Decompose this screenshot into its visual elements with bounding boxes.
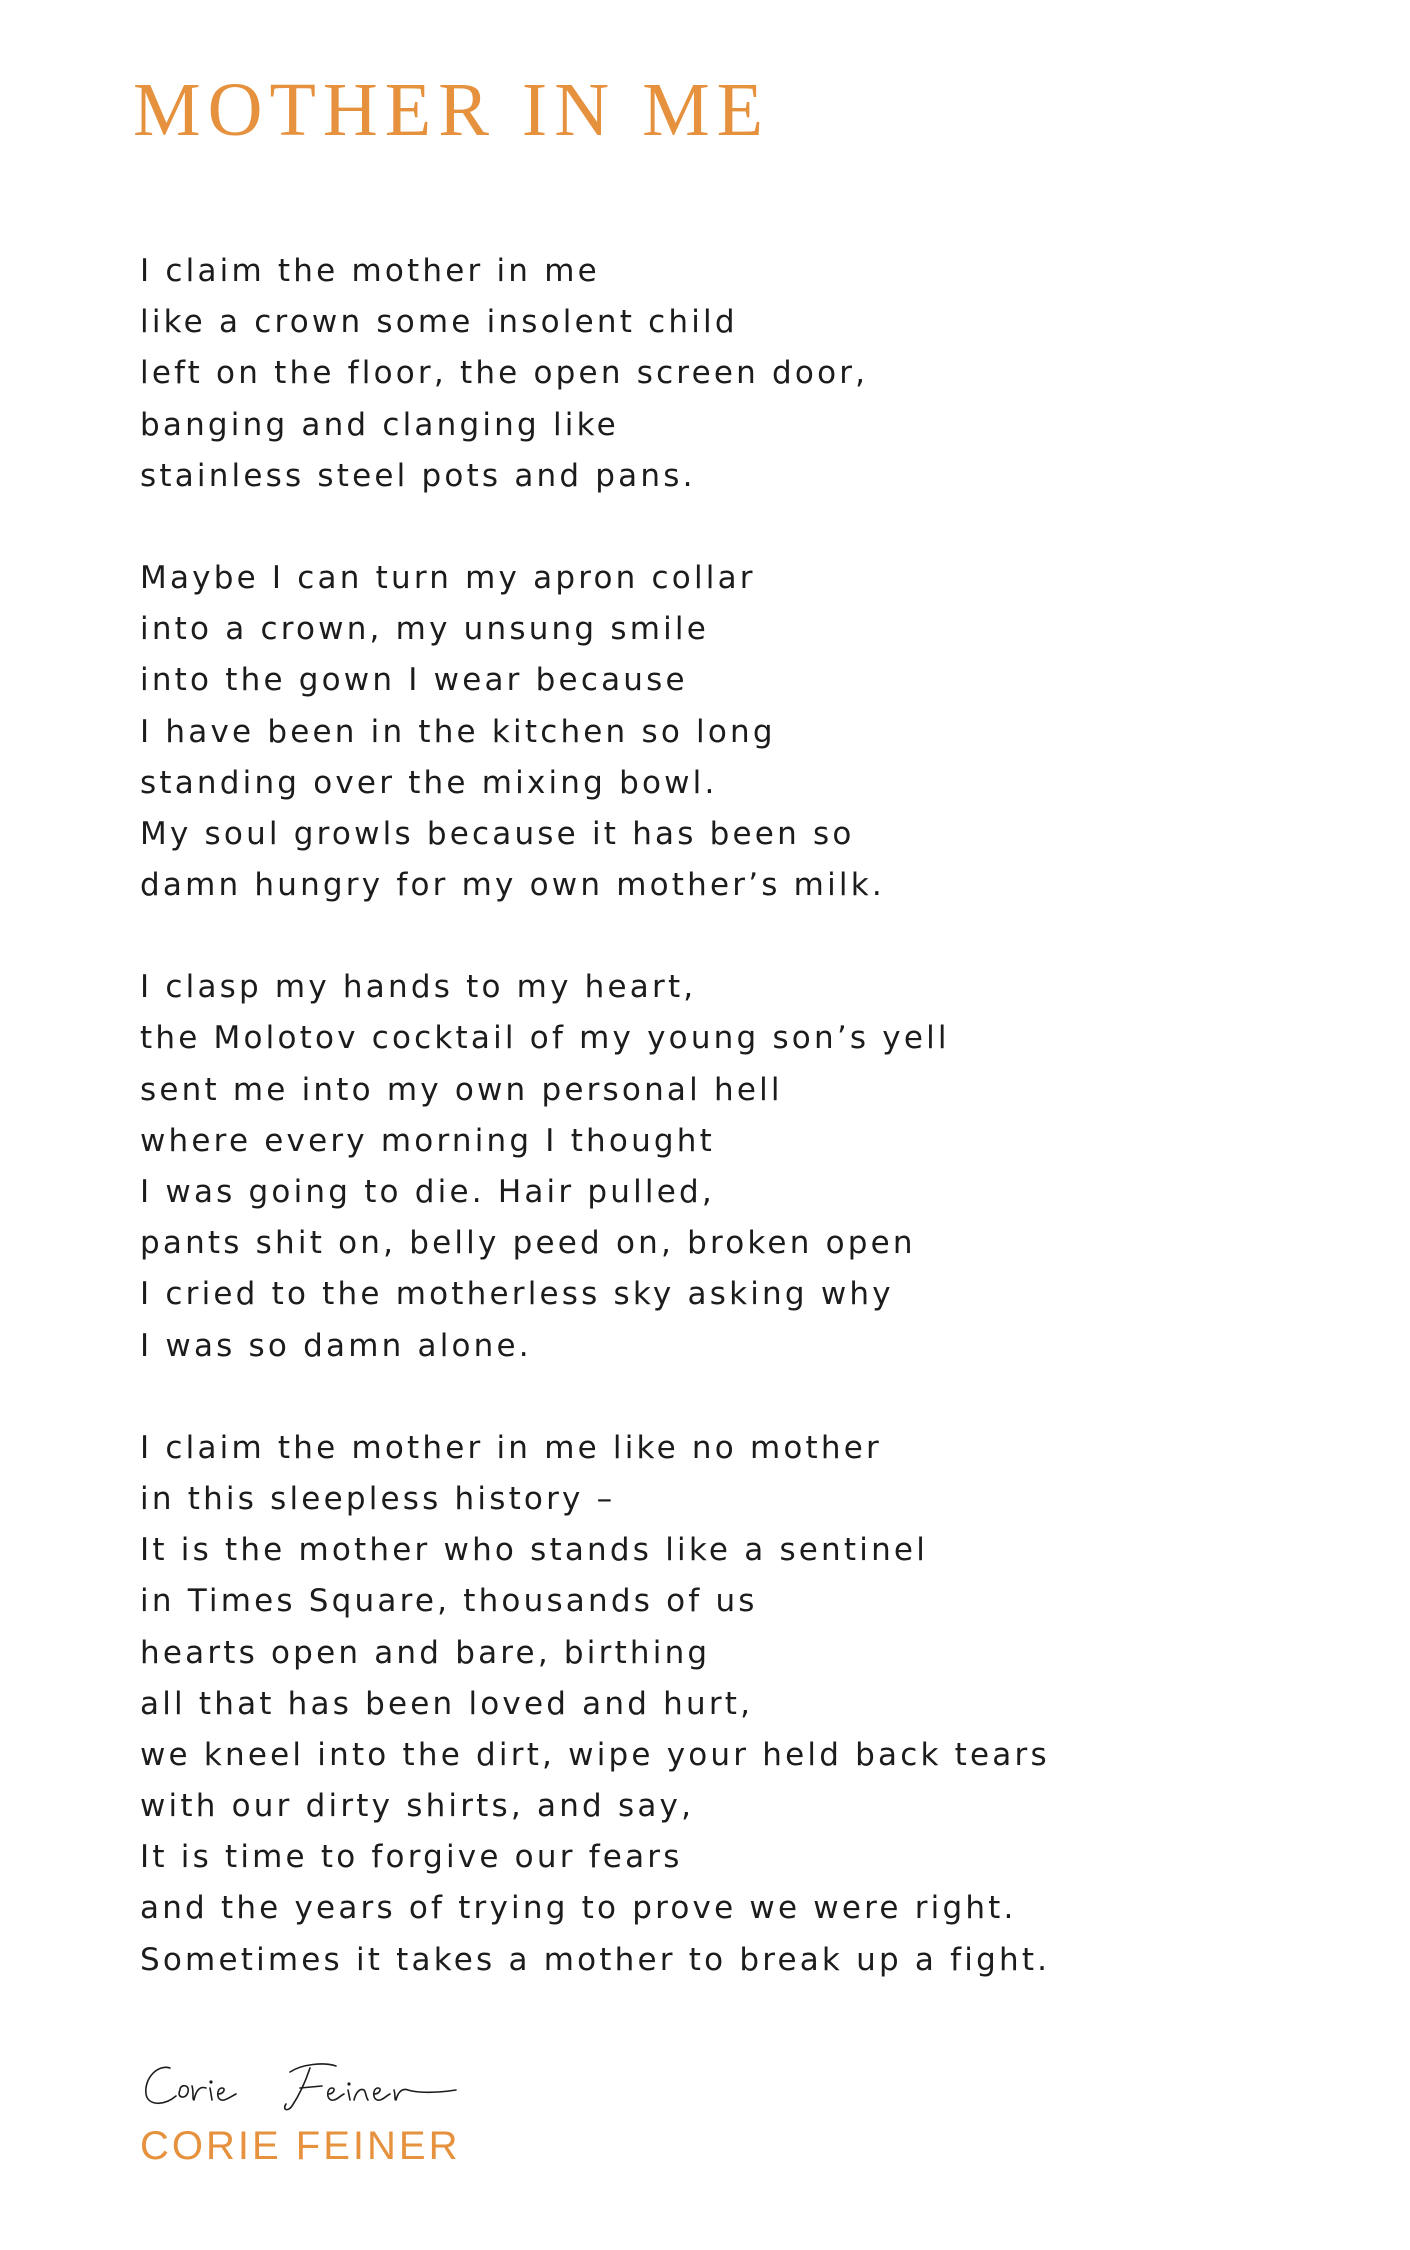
poem-line: I have been in the kitchen so long <box>140 713 776 750</box>
poem-line: pants shit on, belly peed on, broken open <box>140 1225 916 1262</box>
stanza-2 <box>140 553 1320 911</box>
poem-line: into the gown I wear because <box>140 662 688 699</box>
poem-line: the Molotov cocktail of my young son’s yell <box>140 1020 950 1057</box>
stanza-1 <box>140 246 1320 502</box>
poem-line: where every morning I thought <box>140 1122 715 1159</box>
poem-line: in Times Square, thousands of us <box>140 1583 758 1620</box>
poem-line: in this sleepless history – <box>140 1480 616 1517</box>
poem-line: I clasp my hands to my heart, <box>140 969 697 1006</box>
poem-line: damn hungry for my own mother’s milk. <box>140 867 885 904</box>
poem-line: It is time to forgive our fears <box>140 1839 683 1876</box>
poem-line: into a crown, my unsung smile <box>140 611 709 648</box>
poem-line: with our dirty shirts, and say, <box>140 1788 695 1825</box>
poem-line: I was going to die. Hair pulled, <box>140 1174 715 1210</box>
poem-line: stainless steel pots and pans. <box>140 457 696 494</box>
poem-line: and the years of trying to prove we were right. <box>140 1890 1017 1927</box>
poem-line: I was so damn alone. <box>140 1327 532 1364</box>
poem-line: I claim the mother in me like no mother <box>140 1429 882 1466</box>
author-name: CORIE FEINER <box>140 2124 461 2168</box>
poem-line: Maybe I can turn my apron collar <box>140 559 756 596</box>
poem-line: left on the floor, the open screen door, <box>140 355 869 392</box>
poem-line: Sometimes it takes a mother to break up a fight. <box>140 1941 1051 1978</box>
poem-line: My soul growls because it has been so <box>140 815 855 852</box>
poem-body <box>140 246 1320 2037</box>
poem-line: hearts open and bare, birthing <box>140 1634 711 1671</box>
poem-line: sent me into my own personal hell <box>140 1071 783 1108</box>
poem-line: like a crown some insolent child <box>140 304 738 341</box>
poem-line: banging and clanging like <box>140 406 619 443</box>
stanza-4 <box>140 1423 1320 1986</box>
poem-line: standing over the mixing bowl. <box>140 764 718 801</box>
handwritten-signature <box>140 2050 460 2120</box>
poem-line: I claim the mother in me <box>140 253 600 289</box>
author-signature-block <box>140 2050 460 2166</box>
poem-line: all that has been loved and hurt, <box>140 1685 754 1722</box>
poem-line: It is the mother who stands like a sentinel <box>140 1532 929 1569</box>
poem-line: we kneel into the dirt, wipe your held back tears <box>140 1736 1050 1773</box>
stanza-3 <box>140 962 1320 1372</box>
poem-title: MOTHER IN ME <box>133 68 771 152</box>
poem-line: I cried to the motherless sky asking why <box>140 1276 894 1313</box>
